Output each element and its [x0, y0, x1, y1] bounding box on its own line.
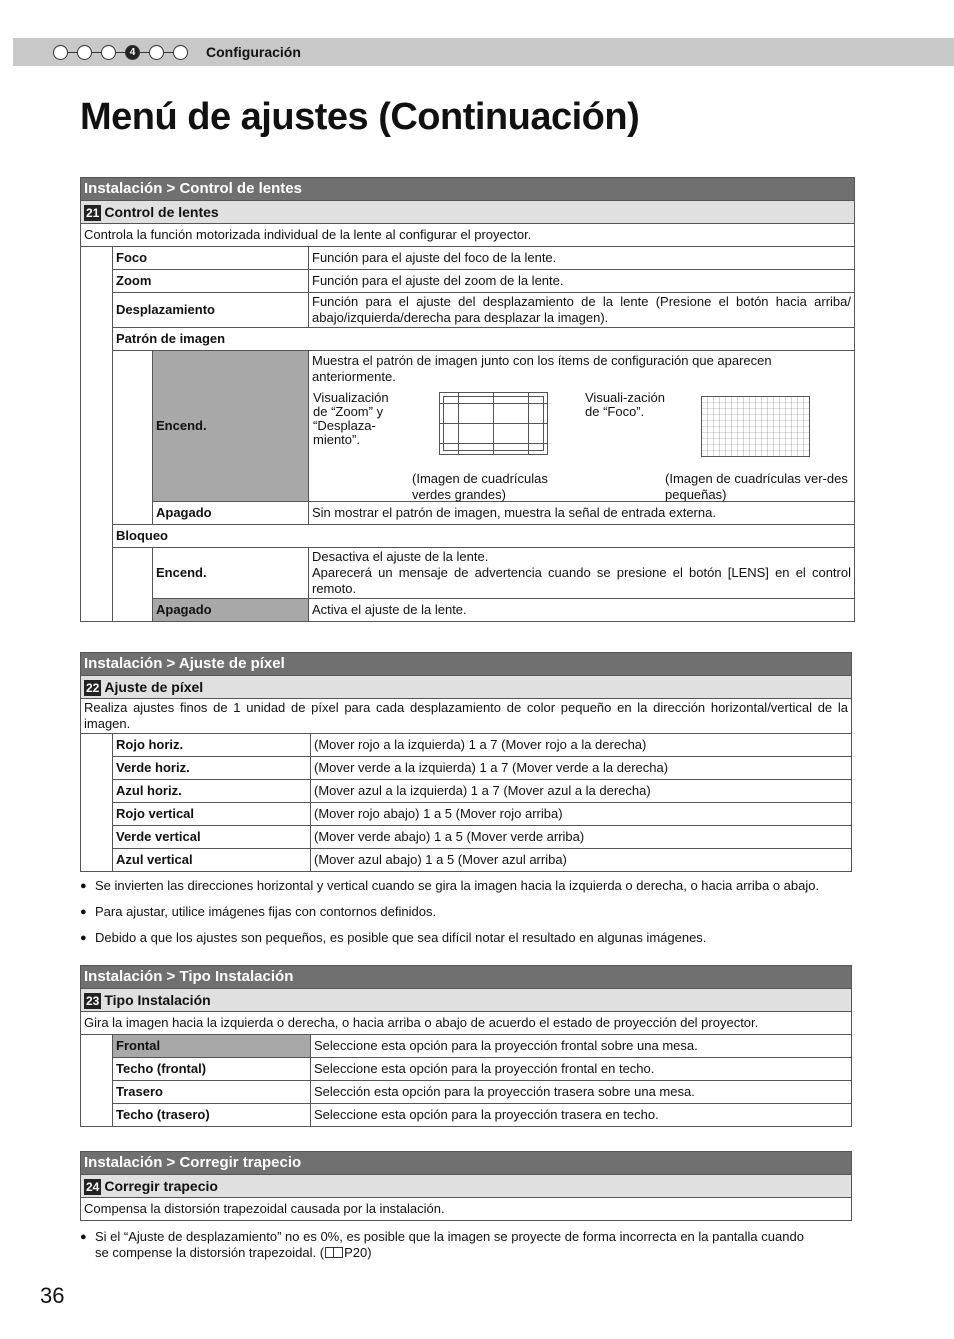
- lens-control-table: [80, 177, 855, 622]
- chapter-dot: [77, 45, 92, 60]
- row-label-bloqueo-apagado: Apagado: [153, 599, 309, 622]
- indent-cell: [113, 351, 153, 525]
- item-title: Ajuste de píxel: [104, 678, 204, 695]
- section-subheader: [81, 201, 855, 224]
- pattern-description: Muestra el patrón de imagen junto con los ítems de configuración que aparecen anteriormente.: [312, 353, 772, 384]
- note-item: ● Se invierten las direcciones horizontal y vertical cuando se gira la imagen hacia la izquierda o derecha, o hacia arriba o abajo.: [80, 878, 885, 894]
- indent-cell: [81, 1035, 113, 1127]
- item-number: 23: [86, 993, 100, 1008]
- installation-type-table: [80, 965, 852, 1127]
- focus-display-note: Visuali-zación de “Foco”.: [585, 390, 665, 419]
- pixel-adjust-table: [80, 652, 852, 872]
- row-text-bloqueo-apagado: Activa el ajuste de la lente.: [309, 599, 855, 622]
- item-number: 22: [86, 680, 100, 695]
- section-subheader: [81, 989, 852, 1012]
- item-title: Control de lentes: [104, 203, 219, 220]
- table-row-label: Techo (frontal): [113, 1058, 311, 1081]
- table-row-text: (Mover verde abajo) 1 a 5 (Mover verde arriba): [311, 826, 852, 849]
- item-title: Corregir trapecio: [104, 1177, 218, 1194]
- table-row-label: Azul horiz.: [113, 780, 311, 803]
- table-row-text: Seleccione esta opción para la proyección trasera en techo.: [311, 1104, 852, 1127]
- note-item: [80, 1229, 815, 1261]
- table-row-label: Techo (trasero): [113, 1104, 311, 1127]
- large-grid-pattern-icon: [439, 392, 549, 456]
- row-text-desplazamiento: Función para el ajuste del desplazamiento de la lente (Presione el botón hacia arriba/ abajo/izquierda/derecha para desplazar la imagen).: [309, 293, 855, 328]
- table-row-text: Seleccione esta opción para la proyección frontal en techo.: [311, 1058, 852, 1081]
- indent-cell: [113, 548, 153, 622]
- item-number: 21: [86, 205, 100, 220]
- lock-on-text-line2: Aparecerá un mensaje de advertencia cuando se presione el botón [LENS] en el control remoto.: [312, 565, 851, 596]
- zoom-display-note: Visualización de “Zoom” y “Desplaza-miento”.: [313, 390, 389, 447]
- item-title: Tipo Instalación: [104, 991, 211, 1008]
- row-label-patron: Patrón de imagen: [113, 328, 855, 351]
- table-row-text: Seleccione esta opción para la proyección frontal sobre una mesa.: [311, 1035, 852, 1058]
- section-header: Instalación > Control de lentes: [81, 178, 855, 201]
- section-subheader: [81, 1175, 852, 1198]
- chapter-dot: [53, 45, 68, 60]
- chapter-dot: [173, 45, 188, 60]
- pattern-description-cell: [309, 351, 855, 502]
- note-end: ): [367, 1245, 372, 1260]
- row-label-zoom: Zoom: [113, 270, 309, 293]
- section-description: Realiza ajustes finos de 1 unidad de píxel para cada desplazamiento de color pequeño en la dirección horizontal/vertical de la imagen.: [81, 699, 852, 734]
- table-row-label: Frontal: [113, 1035, 311, 1058]
- chapter-bar: [13, 38, 954, 66]
- small-grid-caption: (Imagen de cuadrículas ver-des pequeñas): [665, 471, 848, 502]
- book-ref-icon: [325, 1247, 343, 1258]
- chapter-dot: [149, 45, 164, 60]
- table-row-text: (Mover verde a la izquierda) 1 a 7 (Mover verde a la derecha): [311, 757, 852, 780]
- section-description: Controla la función motorizada individual de la lente al configurar el proyector.: [81, 224, 855, 247]
- section-subheader: [81, 676, 852, 699]
- small-grid-pattern-icon: [701, 396, 811, 458]
- row-label-foco: Foco: [113, 247, 309, 270]
- section-header: Instalación > Ajuste de píxel: [81, 653, 852, 676]
- table-row-text: Selección esta opción para la proyección trasera sobre una mesa.: [311, 1081, 852, 1104]
- table-row-label: Rojo vertical: [113, 803, 311, 826]
- row-text-bloqueo-encend: [309, 548, 855, 599]
- table-row-label: Trasero: [113, 1081, 311, 1104]
- note-item: ● Debido a que los ajustes son pequeños, es posible que sea difícil notar el resultado en algunas imágenes.: [80, 930, 885, 946]
- table-row-label: Verde horiz.: [113, 757, 311, 780]
- section-header: Instalación > Tipo Instalación: [81, 966, 852, 989]
- row-label-bloqueo: Bloqueo: [113, 525, 855, 548]
- row-label-patron-encend: Encend.: [153, 351, 309, 502]
- chapter-dot-current: 4: [125, 45, 140, 60]
- item-number: 24: [86, 1179, 100, 1194]
- chapter-progress: [53, 43, 197, 61]
- chapter-title: Configuración: [206, 44, 301, 60]
- table-row-text: (Mover rojo abajo) 1 a 5 (Mover rojo arriba): [311, 803, 852, 826]
- table-row-text: (Mover azul abajo) 1 a 5 (Mover azul arriba): [311, 849, 852, 872]
- lock-on-text-line1: Desactiva el ajuste de la lente.: [312, 549, 489, 564]
- note-item: ● Para ajustar, utilice imágenes fijas con contornos definidos.: [80, 904, 885, 920]
- keystone-table: [80, 1151, 852, 1221]
- table-row-text: (Mover rojo a la izquierda) 1 a 7 (Mover rojo a la derecha): [311, 734, 852, 757]
- note-text: Si el “Ajuste de desplazamiento” no es 0%, es posible que la imagen se proyecte de forma incorrecta en la pantalla cuando se compense la distorsión trapezoidal. (: [95, 1229, 804, 1260]
- row-label-bloqueo-encend: Encend.: [153, 548, 309, 599]
- indent-cell: [81, 247, 113, 622]
- page-reference: P20: [344, 1245, 368, 1260]
- large-grid-caption: (Imagen de cuadrículas verdes grandes): [412, 471, 548, 502]
- row-text-foco: Función para el ajuste del foco de la lente.: [309, 247, 855, 270]
- table-row-label: Verde vertical: [113, 826, 311, 849]
- page-number: 36: [40, 1283, 65, 1308]
- table-row-label: Rojo horiz.: [113, 734, 311, 757]
- table-row-text: (Mover azul a la izquierda) 1 a 7 (Mover azul a la derecha): [311, 780, 852, 803]
- row-label-desplazamiento: Desplazamiento: [113, 293, 309, 328]
- section-description: Gira la imagen hacia la izquierda o derecha, o hacia arriba o abajo de acuerdo el estado de proyección del proyector.: [81, 1012, 852, 1035]
- row-label-patron-apagado: Apagado: [153, 502, 309, 525]
- row-text-patron-apagado: Sin mostrar el patrón de imagen, muestra la señal de entrada externa.: [309, 502, 855, 525]
- section-header: Instalación > Corregir trapecio: [81, 1152, 852, 1175]
- row-text-zoom: Función para el ajuste del zoom de la lente.: [309, 270, 855, 293]
- table-row-label: Azul vertical: [113, 849, 311, 872]
- chapter-dot: [101, 45, 116, 60]
- page-title: Menú de ajustes (Continuación): [80, 96, 640, 138]
- indent-cell: [81, 734, 113, 872]
- section-description: Compensa la distorsión trapezoidal causada por la instalación.: [81, 1198, 852, 1221]
